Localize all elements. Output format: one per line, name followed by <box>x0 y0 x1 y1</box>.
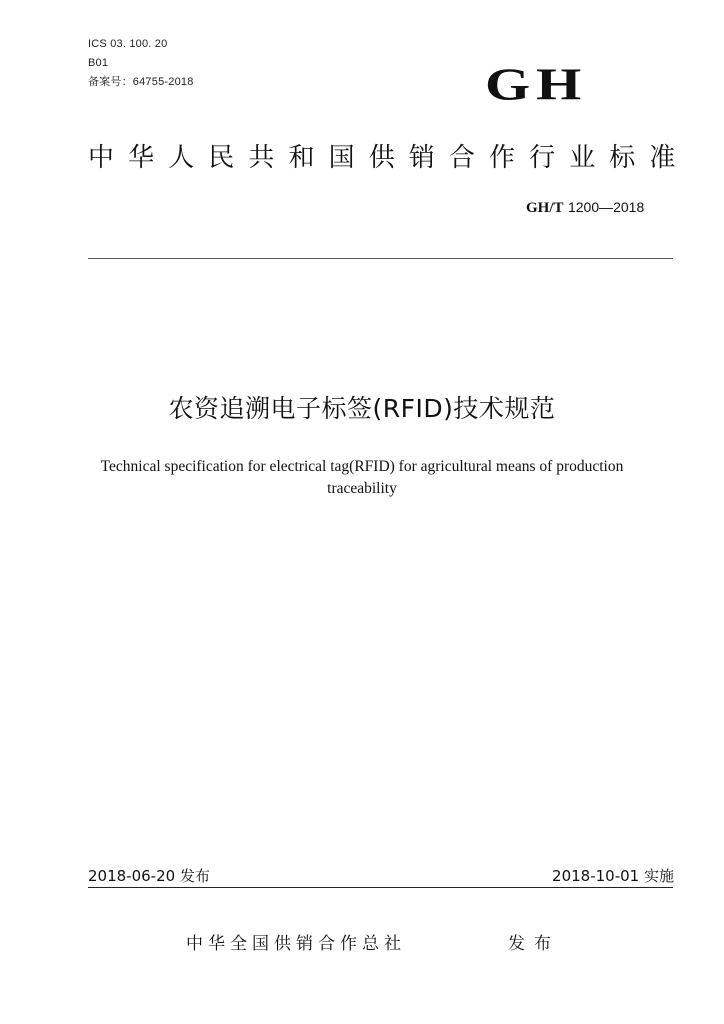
publish-action: 发布 <box>508 934 560 954</box>
top-divider <box>88 258 673 259</box>
english-title-line-2: traceability <box>327 480 397 497</box>
standard-organization: 中华人民共和国供销合作行业标准 <box>88 143 690 173</box>
gh-logo: GH <box>485 58 588 110</box>
implementation-date: 2018-10-01 实施 <box>552 867 674 885</box>
standard-number <box>526 198 644 217</box>
english-title-line-1: Technical specification for electrical tag(RFID) for agricultural means of production <box>100 458 624 475</box>
standard-number-value: 1200—2018 <box>567 199 645 215</box>
standard-number-prefix: GH/T <box>526 200 564 216</box>
publisher-name: 中华全国供销合作总社 <box>186 934 406 954</box>
filing-number: 备案号：64755-2018 <box>88 76 194 88</box>
ccs-code: B01 <box>88 57 109 69</box>
ics-code: ICS 03. 100. 20 <box>88 38 168 50</box>
publish-date: 2018-06-20 发布 <box>88 867 210 885</box>
bottom-divider <box>88 887 673 888</box>
english-title <box>0 456 724 500</box>
chinese-title: 农资追溯电子标签(RFID)技术规范 <box>168 394 556 423</box>
